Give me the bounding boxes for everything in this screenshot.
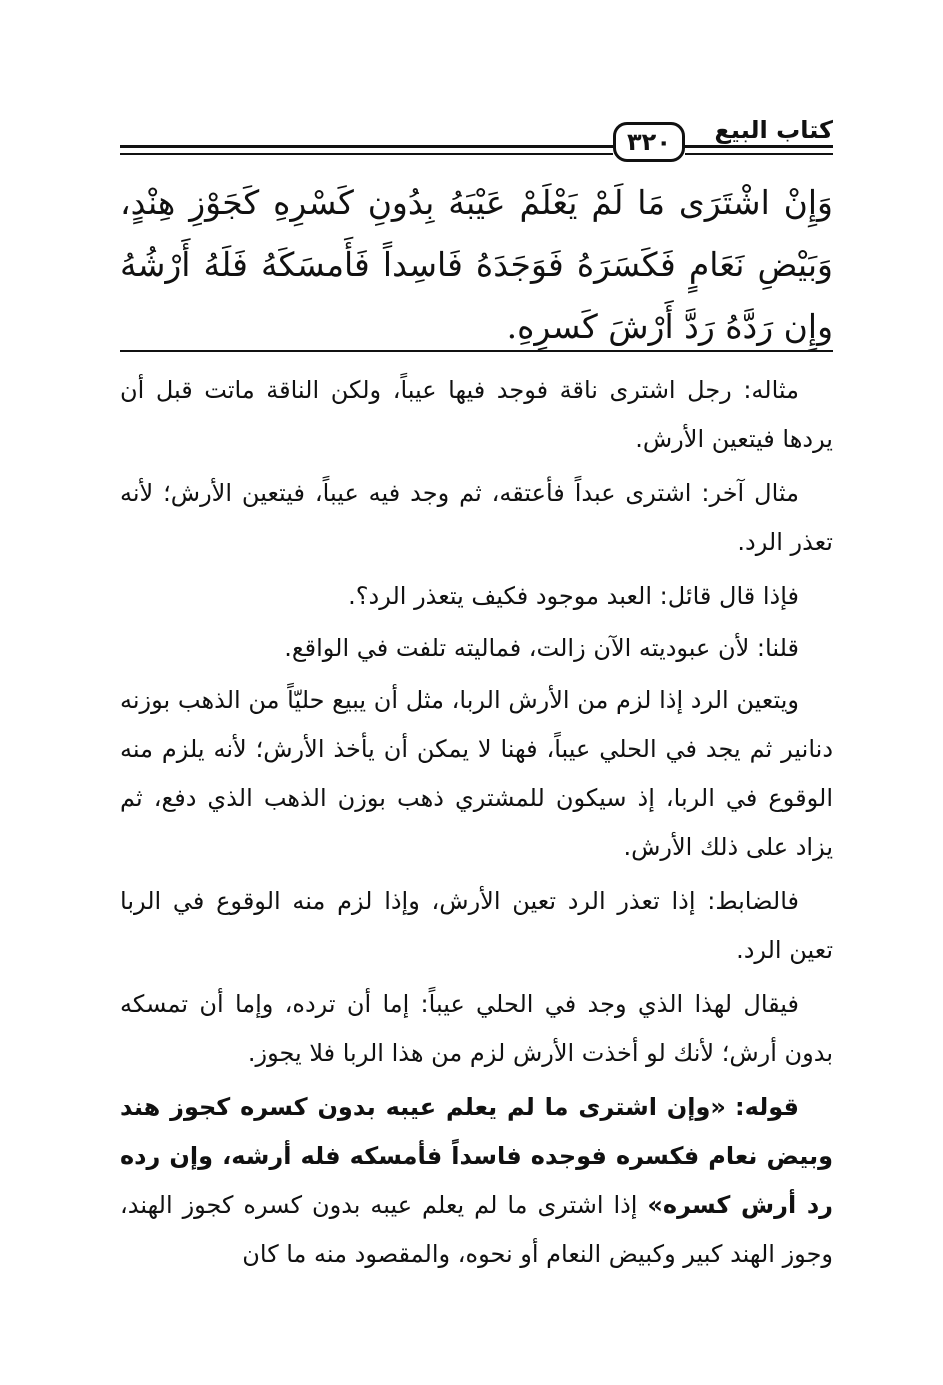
paragraph-jewelry-case: فيقال لهذا الذي وجد في الحلي عيباً: إما أن ترده، وإما أن تمسكه بدون أرش؛ لأنك لو أخذت الأرش لزم من هذا الربا فلا يجوز. xyxy=(120,990,833,1067)
paragraph-objection: فإذا قال قائل: العبد موجود فكيف يتعذر الرد؟. xyxy=(348,582,799,610)
quote-text: «وإن اشترى ما لم يعلم عيبه بدون كسره كجوز هند وبيض نعام فكسره فوجده فاسداً فأمسكه فله أرشه، وإن رده رد أرش كسره» xyxy=(120,1093,834,1219)
paragraph-another-example: مثال آخر: اشترى عبداً فأعتقه، ثم وجد فيه عيباً، فيتعين الأرش؛ لأنه تعذر الرد. xyxy=(120,479,833,556)
header-rule-right xyxy=(790,145,833,155)
paragraph-answer: قلنا: لأن عبوديته الآن زالت، فماليته تلفت في الواقع. xyxy=(284,634,799,662)
paragraph-example: مثاله: رجل اشترى ناقة فوجد فيها عيباً، ولكن الناقة ماتت قبل أن يردها فيتعين الأرش. xyxy=(120,376,833,453)
header-rule-middle xyxy=(685,145,790,155)
paragraph-quote xyxy=(120,1083,833,1279)
matn-divider xyxy=(120,350,833,352)
page-header xyxy=(120,108,833,168)
paragraph-riba-case: ويتعين الرد إذا لزم من الأرش الربا، مثل أن يبيع حليّاً من الذهب بوزنه دنانير ثم يجد في الحلي عيباً، فهنا لا يمكن أن يأخذ الأرش؛ لأنه يلزم منه الوقوع في الربا، إذ سيكون للمشتري ذهب بوزن الذهب الذي دفع، ثم يزاد على ذلك الأرش. xyxy=(120,686,833,861)
commentary xyxy=(120,366,833,1284)
quote-lead: قوله: xyxy=(735,1093,799,1121)
page-number: ٣٢٠ xyxy=(613,122,685,162)
paragraph-rule: فالضابط: إذا تعذر الرد تعين الأرش، وإذا لزم منه الوقوع في الربا تعين الرد. xyxy=(120,887,833,964)
header-rule-left xyxy=(120,145,613,155)
quote-explanation: إذا اشترى ما لم يعلم عيبه بدون كسره كجوز الهند، وجوز الهند كبير وكبيض النعام أو نحوه، والمقصود منه ما كان xyxy=(120,1191,833,1268)
matn-text: وَإِنْ اشْتَرَى مَا لَمْ يَعْلَمْ عَيْبَهُ بِدُونِ كَسْرِهِ كَجَوْزِ هِنْدٍ، وَبَيْضِ نَعَامٍ فَكَسَرَهُ فَوَجَدَهُ فَاسِداً فَأَمسَكَهُ فَلَهُ أَرْشُهُ وإِن رَدَّهُ رَدَّ أَرْشَ كَسرِهِ. xyxy=(120,183,833,346)
book-title: كتاب البيع xyxy=(714,116,833,144)
